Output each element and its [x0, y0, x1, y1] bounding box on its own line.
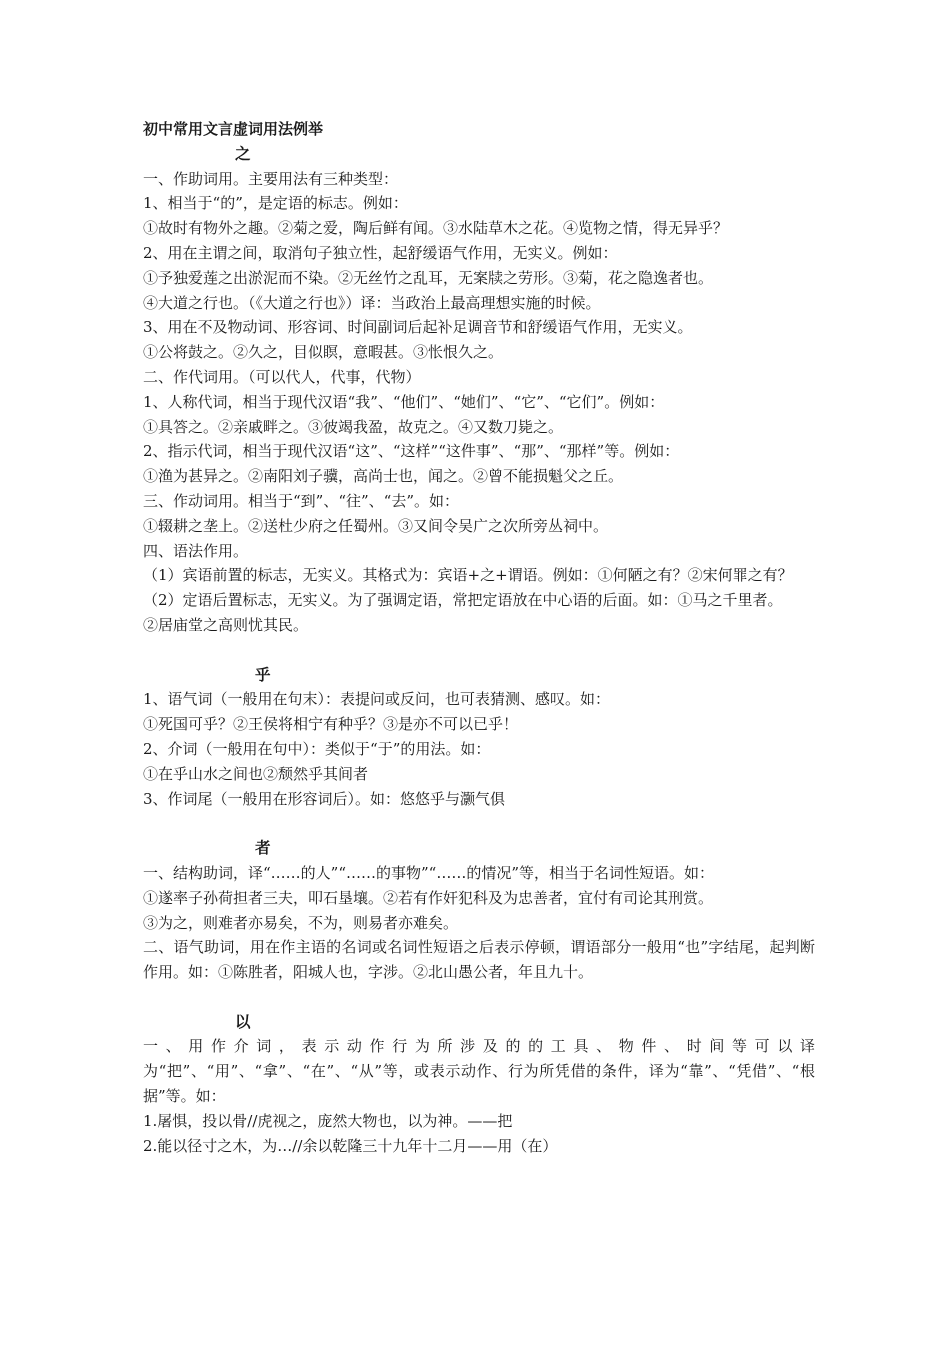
paragraph-line: ①遂率子孙荷担者三夫，叩石垦壤。②若有作奸犯科及为忠善者，宜付有司论其刑赏。 — [143, 888, 714, 907]
paragraph-line: 2、介词（一般用在句中）：类似于“于”的用法。如： — [143, 739, 491, 758]
paragraph-line: 3、用在不及物动词、形容词、时间副词后起补足调音节和舒缓语气作用，无实义。 — [143, 318, 693, 337]
paragraph-line: 3、作词尾（一般用在形容词后）。如：悠悠乎与灏气俱 — [143, 789, 506, 808]
paragraph-line: ①在乎山水之间也②颓然乎其间者 — [143, 764, 369, 783]
paragraph-wrapped: （1）宾语前置的标志，无实义。其格式为：宾语+之+谓语。例如：①何陋之有？②宋何罪之有？ — [143, 566, 793, 585]
paragraph-line: ①予独爱莲之出淤泥而不染。②无丝竹之乱耳，无案牍之劳形。③菊，花之隐逸者也。 — [143, 268, 714, 287]
paragraph-line: 1、人称代词，相当于现代汉语“我”、“他们”、“她们”、“它”、“它们”。例如： — [143, 392, 665, 411]
section-heading-yi: 以 — [235, 1011, 251, 1031]
document-page — [143, 117, 815, 1158]
paragraph-line: 2、用在主谓之间，取消句子独立性，起舒缓语气作用，无实义。例如： — [143, 243, 618, 262]
paragraph-wrapped: 一、结构助词，译“……的人”“……的事物”“……的情况”等，相当于名词性短语。如： — [143, 863, 715, 882]
paragraph-line: 二、作代词用。（可以代人，代事，代物） — [143, 367, 421, 386]
paragraph-line: 1、相当于“的”，是定语的标志。例如： — [143, 194, 408, 213]
paragraph-wrapped: （2）定语后置标志，无实义。为了强调定语，常把定语放在中心语的后面。如：①马之千里者。 — [143, 591, 783, 610]
paragraph-line: 三、作动词用。相当于“到”、“往”、“去”。如： — [143, 491, 460, 510]
paragraph-line: ①具答之。②亲戚畔之。③彼竭我盈，故克之。④又数刀毙之。 — [143, 417, 564, 436]
paragraph-line: ①故时有物外之趣。②菊之爱，陶后鲜有闻。③水陆草木之花。④览物之情，得无异乎？ — [143, 219, 729, 238]
section-spacer — [143, 638, 815, 663]
document-title: 初中常用文言虚词用法例举 — [143, 120, 324, 138]
section-heading-zhe: 者 — [255, 838, 271, 858]
paragraph-line: ①辍耕之垄上。②送杜少府之任蜀州。③又间令吴广之次所旁丛祠中。 — [143, 516, 609, 535]
paragraph-line: ①渔为甚异之。②南阳刘子骥，高尚士也，闻之。②曾不能损魁父之丘。 — [143, 467, 624, 486]
paragraph-line: ①公将鼓之。②久之，目似瞑，意暇甚。③怅恨久之。 — [143, 343, 504, 362]
paragraph-line: 2.能以径寸之木，为…//余以乾隆三十九年十二月——用（在） — [143, 1136, 558, 1155]
paragraph-line: ③为之，则难者亦易矣，不为，则易者亦难矣。 — [143, 913, 459, 932]
paragraph-line: 1、语气词（一般用在句末）：表提问或反问，也可表猜测、感叹。如： — [143, 690, 611, 709]
section-spacer — [143, 985, 815, 1010]
paragraph-line: 2、指示代词，相当于现代汉语“这”、“这样”“这件事”、“那”、“那样”等。例如： — [143, 442, 680, 461]
paragraph-line: ④大道之行也。（《大道之行也》）译：当政治上最高理想实施的时候。 — [143, 293, 601, 312]
paragraph-line: ②居庙堂之高则忧其民。 — [143, 615, 309, 634]
paragraph-line: 四、语法作用。 — [143, 541, 249, 560]
section-heading-hu: 乎 — [255, 664, 271, 684]
paragraph-wrapped: 二、语气助词，用在作主语的名词或名词性短语之后表示停顿，谓语部分一般用“也”字结尾，起判断作用。如：①陈胜者，阳城人也，字涉。②北山愚公者，年且九十。 — [143, 938, 815, 982]
paragraph-line: 1.屠惧，投以骨//虎视之，庞然大物也，以为神。——把 — [143, 1111, 513, 1130]
paragraph-line: ①死国可乎？②王侯将相宁有种乎？③是亦不可以已乎！ — [143, 715, 519, 734]
section-spacer — [143, 811, 815, 836]
paragraph-wrapped: 一、用作介词，表示动作行为所涉及的的工具、物件、时间等可以译为“把”、“用”、“拿”、“在”、“从”等，或表示动作、行为所凭借的条件，译为“靠”、“凭借”、“根据”等。如： — [143, 1037, 815, 1106]
paragraph-line: 一、作助词用。主要用法有三种类型： — [143, 169, 399, 188]
section-heading-zhi: 之 — [235, 143, 251, 163]
